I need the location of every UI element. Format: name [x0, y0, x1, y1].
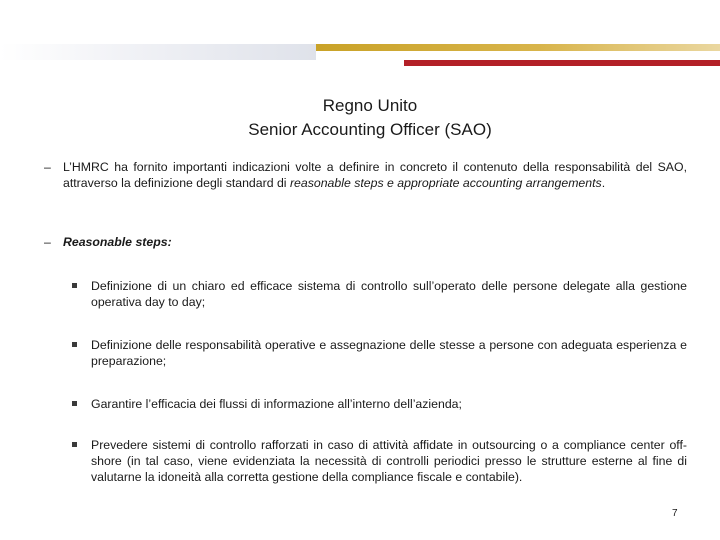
dash-marker: –	[44, 235, 51, 249]
square-bullet-icon	[72, 342, 77, 347]
header-decor-gold-band	[316, 44, 720, 51]
dash-item-reasonable-steps	[44, 235, 687, 251]
bullet-text: Definizione di un chiaro ed efficace sistema di controllo sull’operato delle persone delegate alla gestione operativa day to day;	[91, 279, 687, 309]
bullet-text: Garantire l’efficacia dei flussi di informazione all’interno dell’azienda;	[91, 397, 462, 411]
header-decor-gray-band	[0, 44, 316, 60]
reasonable-steps-label: Reasonable steps:	[63, 235, 172, 249]
bullet-item	[70, 278, 687, 310]
hmrc-text: L’HMRC ha fornito importanti indicazioni volte a definire in concreto il contenuto della responsabilità del SAO, attraverso la definizione degli standard di	[63, 160, 687, 190]
dash-item-text	[63, 160, 687, 191]
slide-title	[0, 94, 720, 142]
page-number: 7	[672, 508, 678, 519]
dash-marker: –	[44, 160, 51, 174]
bullet-item	[70, 437, 687, 485]
square-bullet-icon	[72, 401, 77, 406]
square-bullet-icon	[72, 442, 77, 447]
header-decor-red-band	[404, 60, 720, 66]
hmrc-text-end: .	[601, 175, 606, 190]
bullet-text: Prevedere sistemi di controllo rafforzati in caso di attività affidate in outsourcing o a compliance center off-shore (in tal caso, viene evidenziata la necessità di controlli periodici presso le strutture esterne al fine di valutarne la idoneità alla corretta gestione della compliance fiscale e contabile).	[91, 438, 687, 484]
hmrc-text-italic: reasonable steps e appropriate accounting arrangements	[289, 175, 602, 190]
bullet-item	[70, 396, 687, 412]
bullet-text: Definizione delle responsabilità operative e assegnazione delle stesse a persone con adeguata esperienza e preparazione;	[91, 338, 687, 368]
slide-title-line1: Regno Unito	[322, 96, 418, 115]
slide-title-line2: Senior Accounting Officer (SAO)	[248, 120, 492, 139]
square-bullet-icon	[72, 283, 77, 288]
bullet-item	[70, 337, 687, 369]
dash-item-hmrc	[44, 160, 687, 191]
